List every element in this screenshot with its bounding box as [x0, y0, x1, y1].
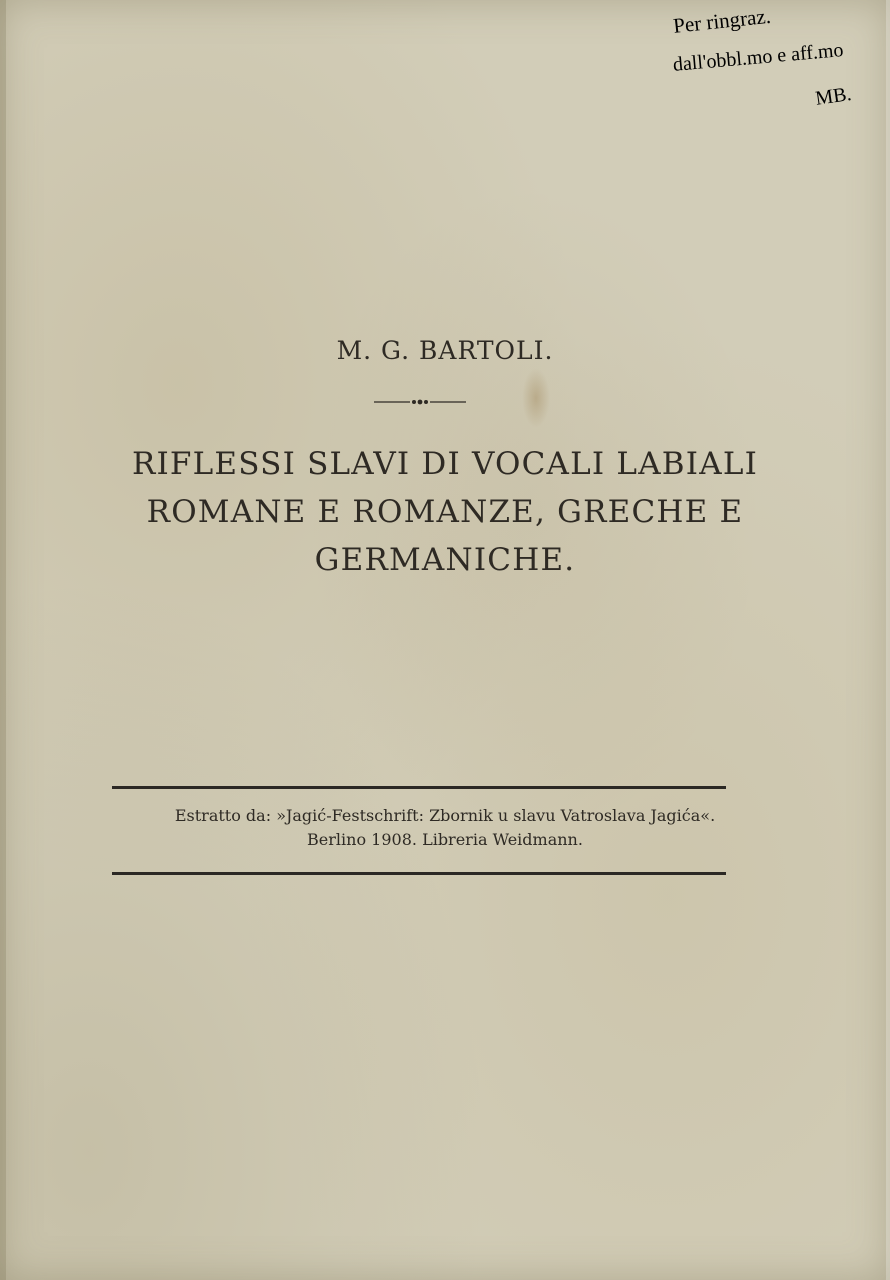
top-rule	[112, 786, 726, 789]
inscription-signature: MB.	[814, 82, 853, 110]
title-line: RIFLESSI SLAVI DI VOCALI LABIALI	[131, 446, 759, 482]
book-title	[80, 440, 810, 584]
extract-note	[100, 804, 790, 852]
author-name: M. G. BARTOLI.	[336, 336, 554, 365]
inscription-line: dall'obbl.mo e aff.mo	[672, 39, 845, 76]
extract-line: Berlino 1908. Libreria Weidmann.	[307, 830, 583, 849]
title-line: ROMANE E ROMANZE, GRECHE E	[146, 494, 744, 530]
inscription-line: Per ringraz.	[672, 3, 772, 38]
ornament-divider-icon	[374, 394, 466, 410]
paper-stain	[522, 368, 550, 428]
title-line: GERMANICHE.	[314, 542, 576, 578]
handwritten-inscription	[664, 3, 874, 120]
bottom-rule	[112, 872, 726, 875]
extract-line: Estratto da: »Jagić-Festschrift: Zbornik u slavu Vatroslava Jagića«.	[174, 806, 716, 825]
